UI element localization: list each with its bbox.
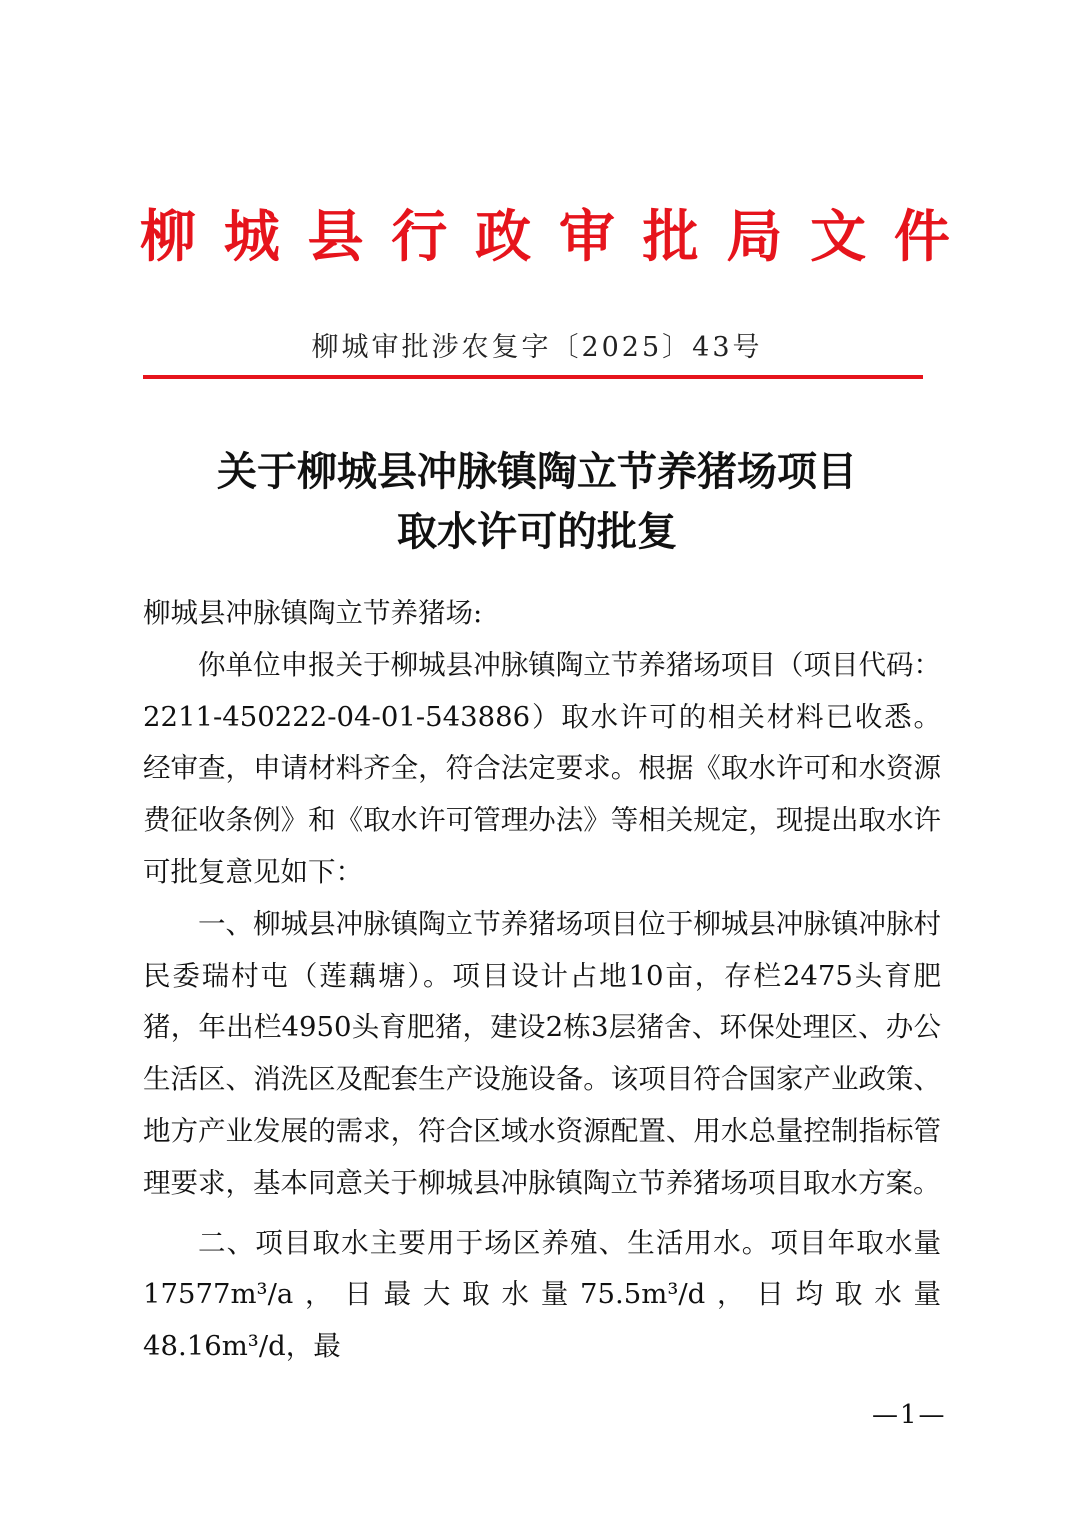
masthead-char: 审	[558, 205, 615, 270]
masthead-char: 局	[726, 205, 783, 270]
salutation: 柳城县冲脉镇陶立节养猪场:	[143, 597, 483, 629]
body-paragraph-item-2: 二、项目取水主要用于场区养殖、生活用水。项目年取水量17577m³/a，日最大取水量75.5m³/d，日均取水量48.16m³/d，最	[143, 1226, 941, 1363]
masthead-char: 文	[810, 205, 867, 270]
masthead-char: 城	[223, 205, 280, 270]
masthead-char: 柳	[140, 205, 196, 270]
body-paragraph-intro: 你单位申报关于柳城县冲脉镇陶立节养猪场项目（项目代码：2211-450222-04-01-543886）取水许可的相关材料已收悉。经审查，申请材料齐全，符合法定要求。根据《取水许可和水资源费征收条例》和《取水许可管理办法》等相关规定，现提出取水许可批复意见如下：	[143, 648, 941, 888]
masthead-char: 政	[475, 205, 532, 270]
masthead-char: 批	[642, 205, 699, 270]
title-line-1: 关于柳城县冲脉镇陶立节养猪场项目	[217, 448, 857, 495]
document-body	[143, 588, 941, 1373]
masthead-char: 县	[307, 205, 364, 270]
title-line-2: 取水许可的批复	[397, 508, 677, 555]
masthead-char: 行	[391, 205, 448, 270]
body-paragraph-item-1: 一、柳城县冲脉镇陶立节养猪场项目位于柳城县冲脉镇冲脉村民委瑞村屯（莲藕塘）。项目设计占地10亩，存栏2475头育肥猪，年出栏4950头育肥猪，建设2栋3层猪舍、环保处理区、办公生活区、消洗区及配套生产设施设备。该项目符合国家产业政策、地方产业发展的需求，符合区域水资源配置、用水总量控制指标管理要求，基本同意关于柳城县冲脉镇陶立节养猪场项目取水方案。	[143, 907, 941, 1199]
document-title	[0, 442, 1074, 562]
masthead-char: 件	[893, 205, 950, 270]
document-number: 柳城审批涉农复字〔2025〕43号	[311, 332, 763, 363]
red-divider	[143, 375, 923, 379]
page-number: —1—	[872, 1400, 947, 1430]
masthead-title	[140, 198, 950, 268]
